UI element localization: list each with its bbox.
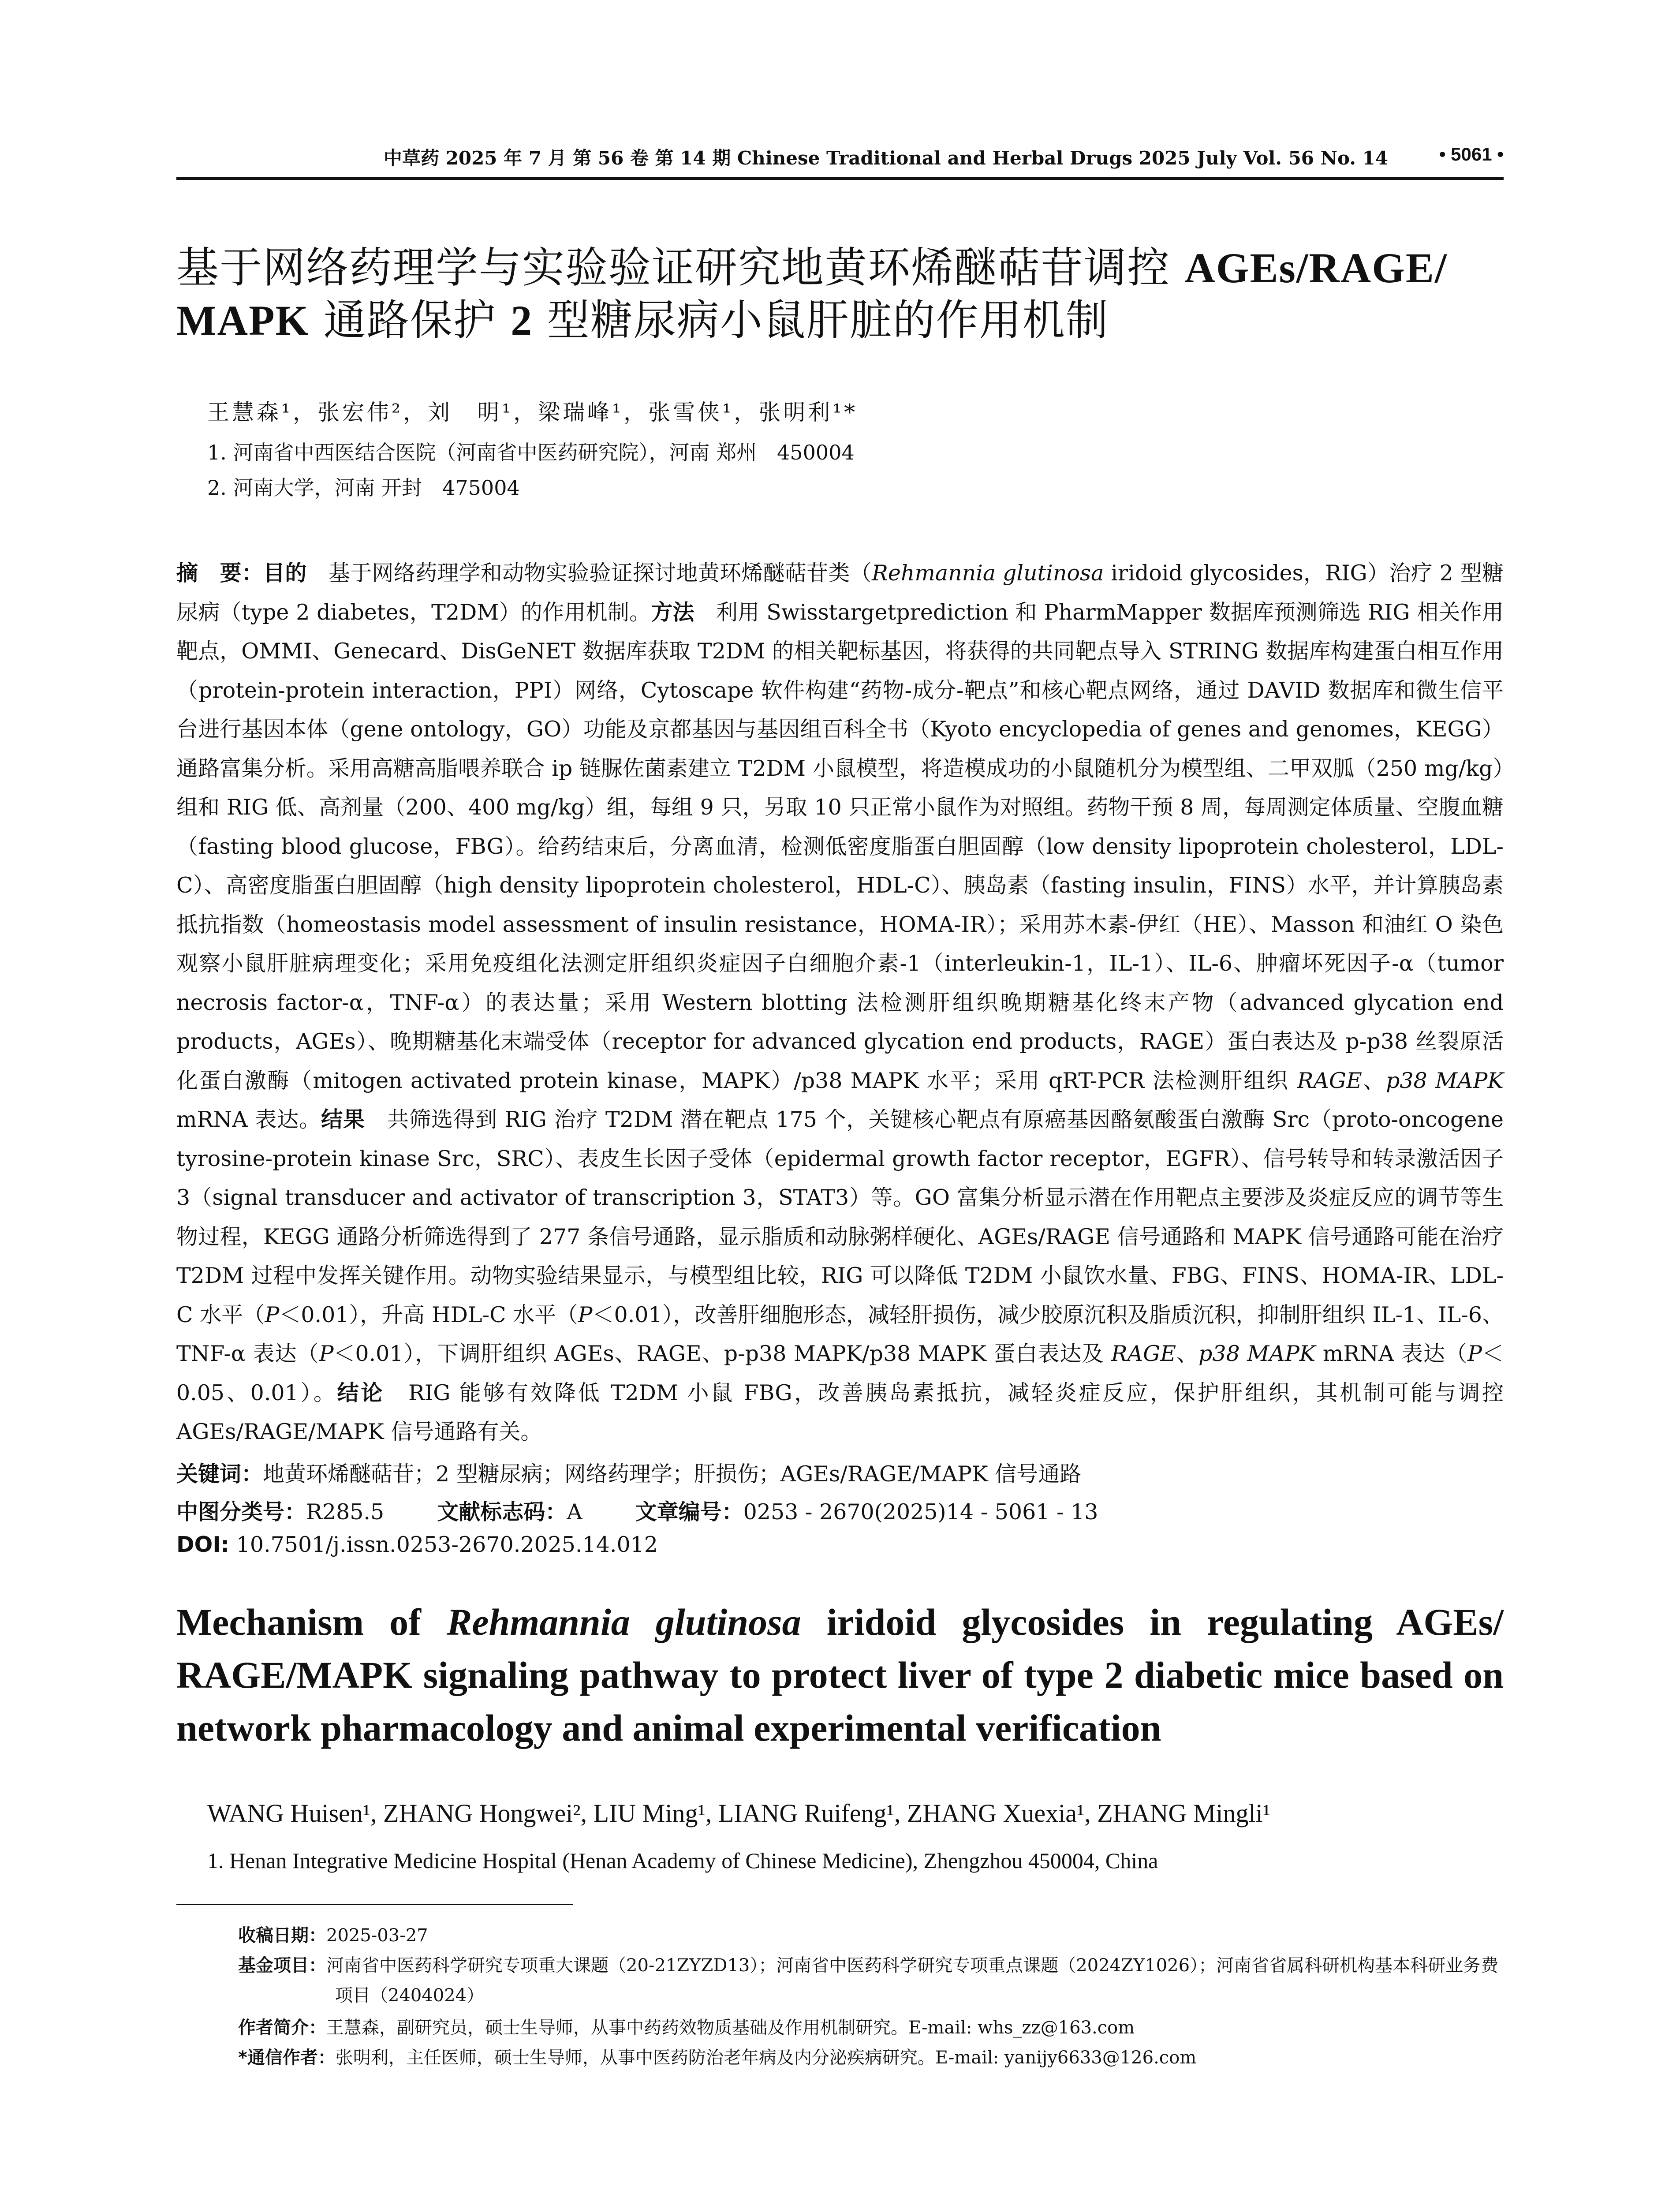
results-text-f: mRNA 表达（ (1315, 1341, 1467, 1366)
results-text-e: 、 (1176, 1341, 1198, 1366)
abstract-label: 摘 要： (176, 561, 264, 586)
doi-label: DOI: (176, 1532, 230, 1557)
doc-code-value: A (567, 1499, 582, 1525)
title-cn-part5: 2 (511, 297, 533, 344)
conclusion-text: RIG 能够有效降低 T2DM 小鼠 FBG，改善胰岛素抵抗，减轻炎症反应，保护肝组织，其机制可能与调控 AGEs/RAGE/MAPK 信号通路有关。 (176, 1380, 1504, 1444)
title-cn-part2: AGEs/RAGE/ (1184, 244, 1448, 292)
header-page-number: • 5061 • (1439, 144, 1504, 164)
bio-value: 王慧森，副研究员，硕士生导师，从事中药药效物质基础及作用机制研究。E-mail: whs_zz@163.com (326, 2018, 1135, 2038)
methods-text-a: 利用 Swisstargetprediction 和 PharmMapper 数据库预测筛选 RIG 相关作用靶点，OMMI、Genecard、DisGeNET 数据库获取 T2DM 的相关靶标基因，将获得的共同靶点导入 STRING 数据库构建蛋白相互作用（protein-protein interaction，PPI）网络，Cytoscape 软件构建“药物-成分-靶点”和核心靶点网络，通过 DAVID 数据库和微生信平台进行基因本体（gene ontology，GO）功能及京都基因与基因组百科全书（Kyoto encyclopedia of genes and genomes，KEGG）通路富集分析。采用高糖高脂喂养联合 ip 链脲佐菌素建立 T2DM 小鼠模型，将造模成功的小鼠随机分为模型组、二甲双胍（250 mg/kg）组和 RIG 低、高剂量（200、400 mg/kg）组，每组 9 只，另取 10 只正常小鼠作为对照组。药物干预 8 周，每周测定体质量、空腹血糖（fasting blood glucose，FBG）。给药结束后，分离血清，检测低密度脂蛋白胆固醇（low density lipoprotein cholesterol，LDL-C）、高密度脂蛋白胆固醇（high density lipoprotein cholesterol，HDL-C）、胰岛素（fasting insulin，FINS）水平，并计算胰岛素抵抗指数（homeostasis model assessment of insulin resistance，HOMA-IR）；采用苏木素-伊红（HE）、Masson 和油红 O 染色观察小鼠肝脏病理变化；采用免疫组化法测定肝组织炎症因子白细胞介素-1（interleukin-1，IL-1）、IL-6、肿瘤坏死因子-α（tumor necrosis factor-α，TNF-α）的表达量；采用 Western blotting 法检测肝组织晚期糖基化终末产物（advanced glycation end products，AGEs）、晚期糖基化末端受体（receptor for advanced glycation end products，RAGE）蛋白表达及 p-p38 丝裂原活化蛋白激酶（mitogen activated protein kinase，MAPK）/p38 MAPK 水平；采用 qRT-PCR 法检测肝组织 (176, 599, 1504, 1093)
results-gene-1: RAGE (1111, 1341, 1176, 1366)
fund-label: 基金项目： (238, 1955, 326, 1976)
classification (176, 1495, 1098, 1526)
footnote-received (238, 1921, 428, 1951)
authors-en: WANG Huisen¹, ZHANG Hongwei², LIU Ming¹, LIANG Ruifeng¹, ZHANG Xuexia¹, ZHANG Mingli¹ (207, 1799, 1271, 1828)
methods-gene-1: RAGE (1297, 1068, 1362, 1093)
title-en-species: Rehmannia glutinosa (446, 1601, 801, 1643)
footnote-fund (238, 1951, 1504, 2011)
objective-species: Rehmannia glutinosa (871, 561, 1104, 586)
clc-value: R285.5 (306, 1499, 385, 1525)
results-text-a: 共筛选得到 RIG 治疗 T2DM 潜在靶点 175 个，关键核心靶点有原癌基因酪氨酸蛋白激酶 Src（proto-oncogene tyrosine-protein kinase Src，SRC）、表皮生长因子受体（epidermal growth factor receptor，EGFR）、信号转导和转录激活因子 3（signal transducer and activator of transcription 3，STAT3）等。GO 富集分析显示潜在作用靶点主要涉及炎症反应的调节等生物过程，KEGG 通路分析筛选得到了 277 条信号通路，显示脂质和动脉粥样硬化、AGEs/RAGE 信号通路和 MAPK 信号通路可能在治疗 T2DM 过程中发挥关键作用。动物实验结果显示，与模型组比较，RIG 可以降低 T2DM 小鼠饮水量、FBG、FINS、HOMA-IR、LDL-C 水平（ (176, 1107, 1504, 1327)
bio-label: 作者简介： (238, 2018, 326, 2038)
doi-value: 10.7501/j.issn.0253-2670.2025.14.012 (229, 1532, 658, 1557)
title-en-part2: iridoid glycosides in regulating AGEs/ RAGE/MAPK signaling pathway to protect liver of type 2 diabetic mice based on network pharmacology and animal experimental verification (176, 1601, 1504, 1749)
received-label: 收稿日期： (238, 1925, 326, 1946)
results-text-d: ＜0.01），下调肝组织 AGEs、RAGE、p-p38 MAPK/p38 MAPK 蛋白表达及 (333, 1341, 1111, 1366)
keywords-value: 地黄环烯醚萜苷；2 型糖尿病；网络药理学；肝损伤；AGEs/RAGE/MAPK 信号通路 (263, 1461, 1082, 1487)
methods-label: 方法 (651, 599, 694, 625)
results-text-g: ＜0.05、0.01）。 (176, 1341, 1504, 1405)
results-p-3: P (319, 1341, 334, 1366)
received-value: 2025-03-27 (326, 1925, 428, 1946)
objective-label: 目的 (263, 561, 307, 586)
methods-text-b: 、 (1362, 1068, 1386, 1093)
results-p-4: P (1467, 1341, 1482, 1366)
affiliation-en: 1. Henan Integrative Medicine Hospital (Henan Academy of Chinese Medicine), Zhengzhou 450004, China (207, 1848, 1158, 1873)
article-number-label: 文章编号： (635, 1499, 743, 1525)
header-rule (176, 177, 1504, 180)
affiliation-cn-2: 2. 河南大学，河南 开封 475004 (207, 476, 520, 500)
abstract (176, 554, 1504, 1452)
fund-value: 河南省中医药科学研究专项重大课题（20-21ZYZD13）；河南省中医药科学研究专项重点课题（2024ZY1026）；河南省省属科研机构基本科研业务费项目（2404024） (326, 1955, 1499, 2006)
title-cn-part1: 基于网络药理学与实验验证研究地黄环烯醚萜苷调控 (176, 243, 1185, 292)
results-p-2: P (578, 1302, 593, 1327)
keywords-label: 关键词： (176, 1461, 263, 1487)
methods-text-c: mRNA 表达。 (176, 1107, 321, 1132)
keywords (176, 1457, 1081, 1488)
objective-text-b: iridoid glycosides，RIG）治疗 2 型糖尿病（type 2 diabetes，T2DM）的作用机制。 (176, 561, 1504, 625)
conclusion-label: 结论 (337, 1380, 385, 1405)
header-journal-info: 中草药 2025 年 7 月 第 56 卷 第 14 期 Chinese Traditional and Herbal Drugs 2025 July Vol. 56 No. 14 (384, 147, 1389, 169)
footnote-author-bio (238, 2013, 1135, 2043)
affiliation-cn-1: 1. 河南省中西医结合医院（河南省中医药研究院），河南 郑州 450004 (207, 441, 855, 464)
clc-label: 中图分类号： (176, 1499, 306, 1525)
article-title-cn (176, 242, 1504, 347)
corresponding-label: *通信作者： (238, 2048, 336, 2068)
results-p-1: P (265, 1302, 280, 1327)
footnote-rule (176, 1904, 573, 1905)
title-cn-part4: 通路保护 (309, 295, 511, 345)
doi (176, 1532, 658, 1557)
running-header (176, 141, 1504, 174)
results-text-b: ＜0.01），升高 HDL-C 水平（ (279, 1302, 578, 1327)
article-title-en (176, 1596, 1504, 1754)
title-cn-part6: 型糖尿病小鼠肝脏的作用机制 (533, 295, 1109, 345)
objective-text-a: 基于网络药理学和动物实验验证探讨地黄环烯醚萜苷类（ (306, 561, 872, 586)
doc-code-label: 文献标志码： (437, 1499, 567, 1525)
methods-gene-2: p38 MAPK (1385, 1068, 1504, 1093)
authors-cn: 王慧森¹，张宏伟²，刘 明¹，梁瑞峰¹，张雪侠¹，张明利¹* (207, 400, 858, 425)
footnote-corresponding (238, 2043, 1196, 2073)
results-text-c: ＜0.01），改善肝细胞形态，减轻肝损伤，减少胶原沉积及脂质沉积，抑制肝组织 IL-1、IL-6、TNF-α 表达（ (176, 1302, 1504, 1366)
article-number-value: 0253 - 2670(2025)14 - 5061 - 13 (743, 1499, 1098, 1525)
corresponding-value: 张明利，主任医师，硕士生导师，从事中医药防治老年病及内分泌疾病研究。E-mail: yanijy6633@126.com (335, 2048, 1197, 2068)
title-en-part1: Mechanism of (176, 1601, 447, 1643)
title-cn-part3: MAPK (176, 297, 310, 344)
results-label: 结果 (321, 1107, 366, 1132)
results-gene-2: p38 MAPK (1198, 1341, 1316, 1366)
